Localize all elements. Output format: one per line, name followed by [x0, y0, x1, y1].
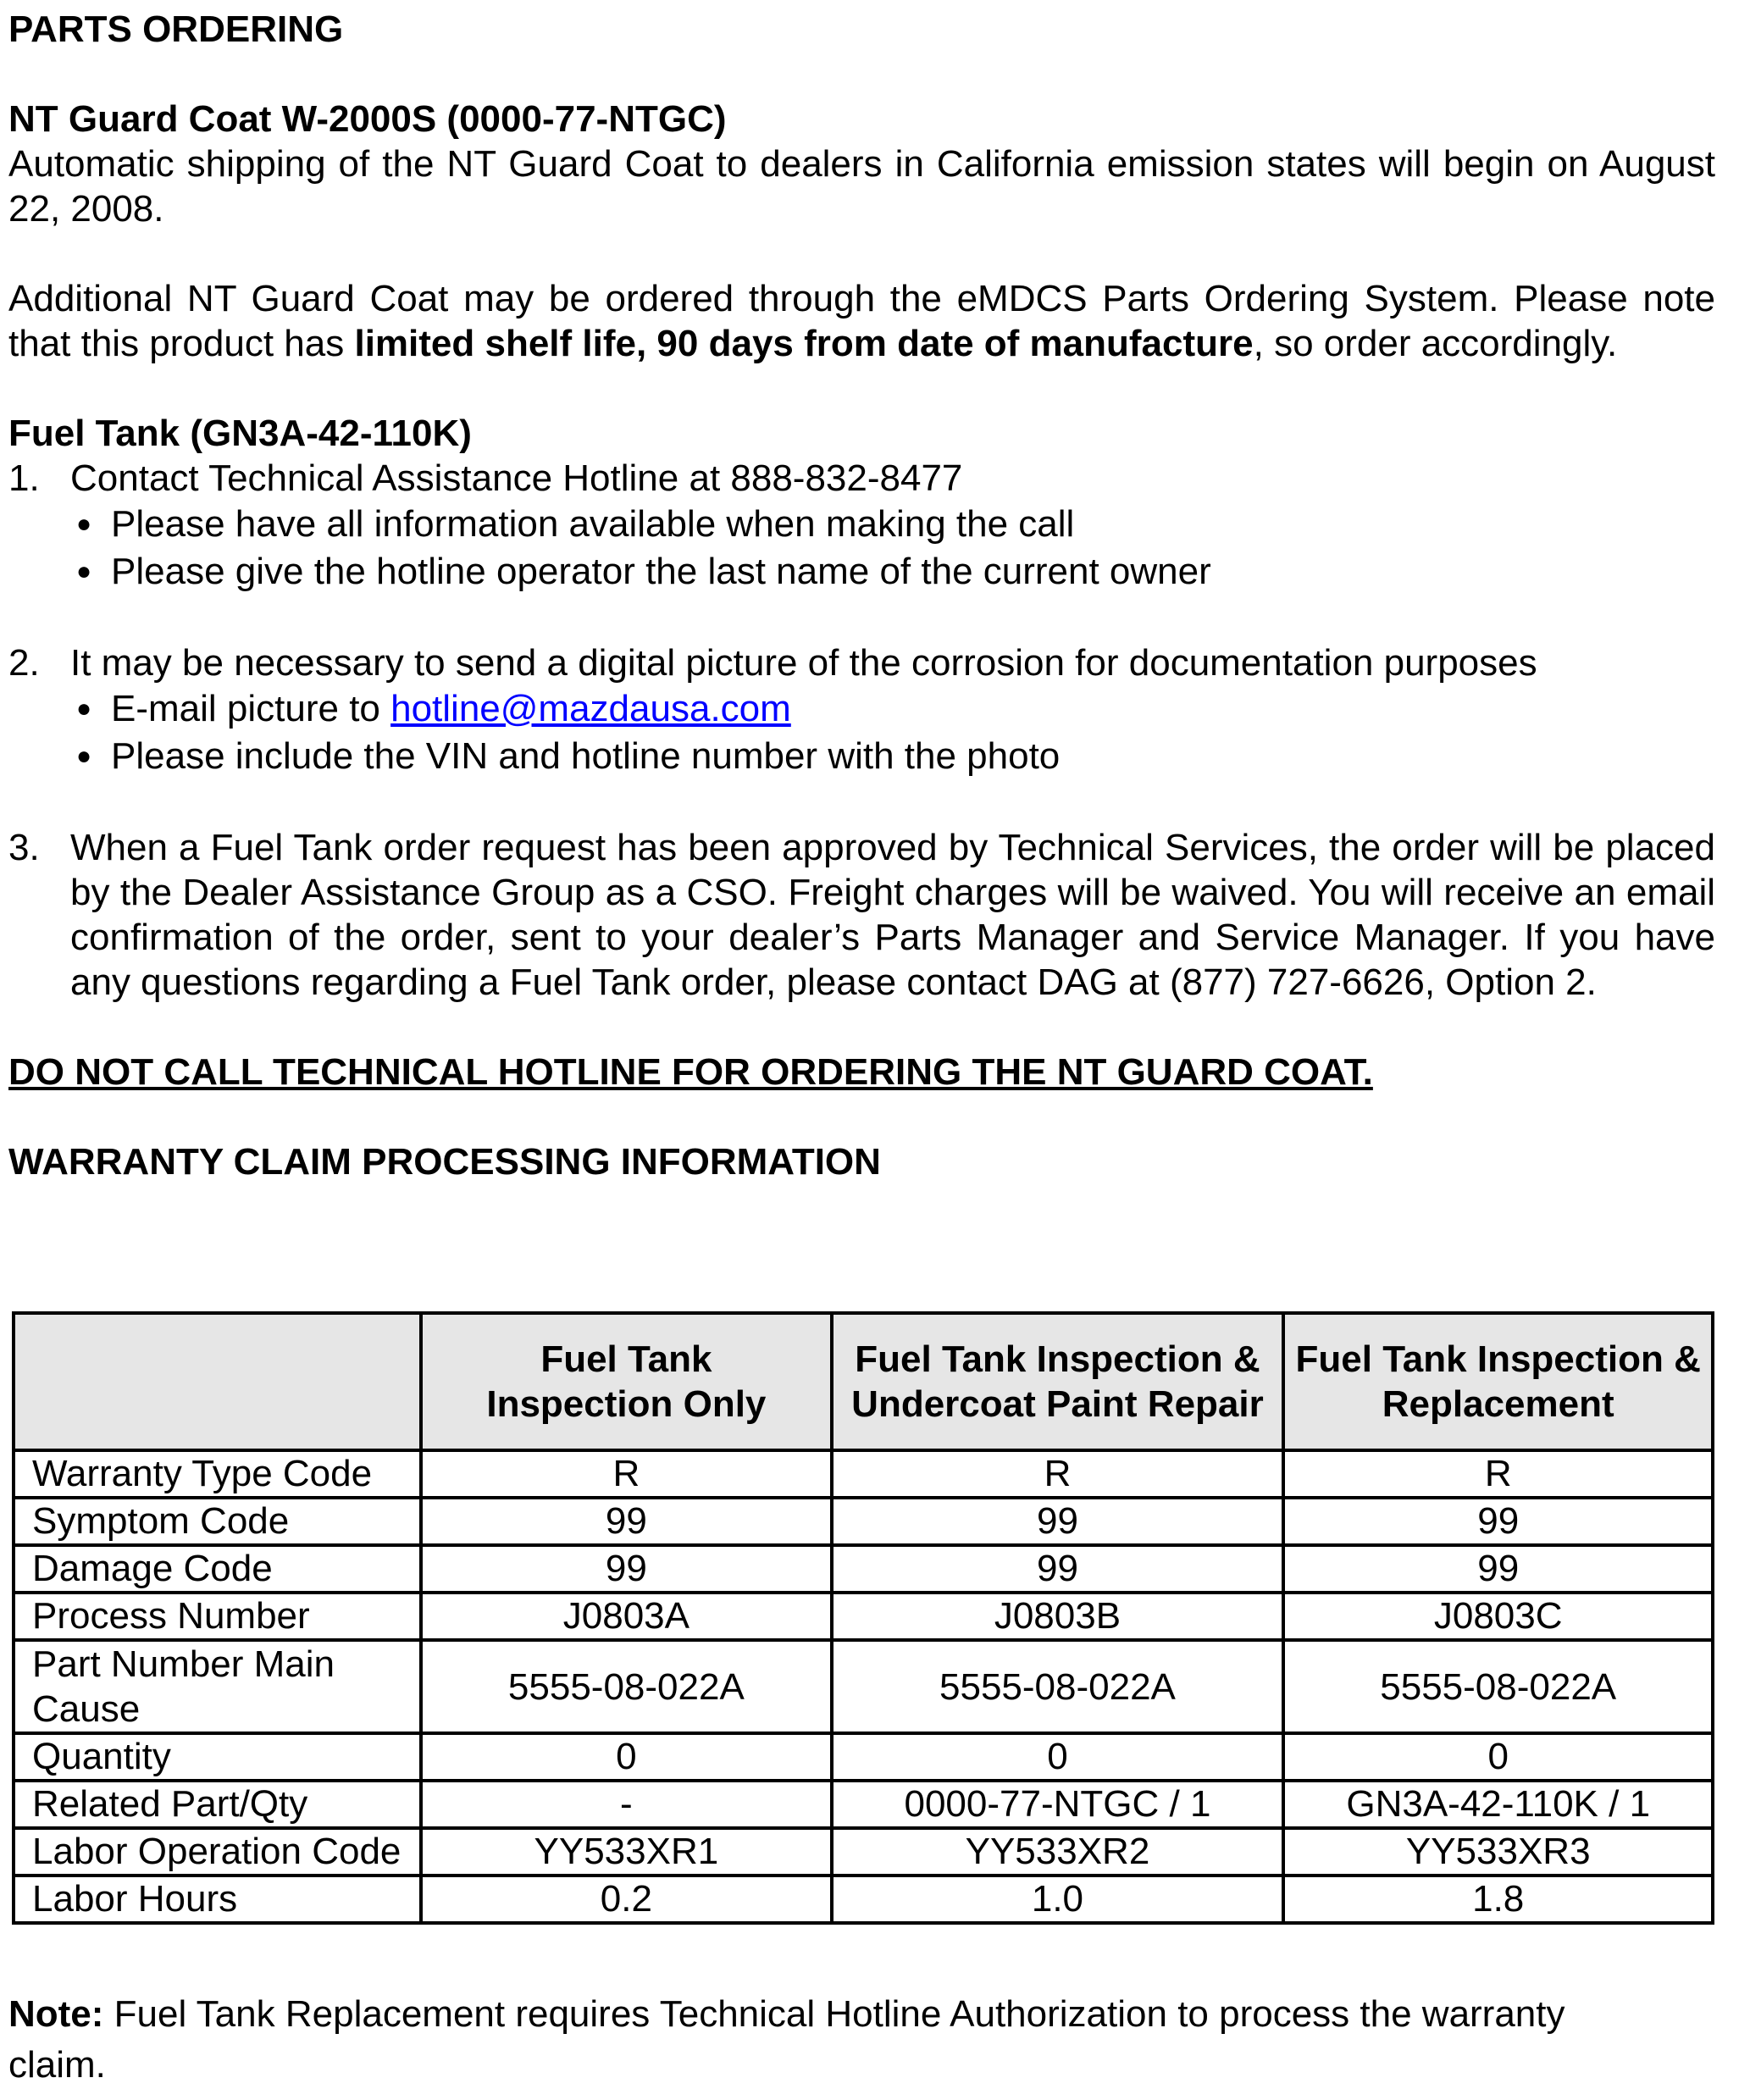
- table-header-row: [14, 1313, 1713, 1450]
- hotline-warning: DO NOT CALL TECHNICAL HOTLINE FOR ORDERING THE NT GUARD COAT.: [8, 1051, 1373, 1093]
- step-2: 2. It may be necessary to send a digital picture of the corrosion for documentation purposes: [8, 642, 1537, 684]
- table-row: Part Number Main Cause 5555-08-022A 5555-08-022A 5555-08-022A: [14, 1640, 1713, 1733]
- bullet-icon: ●: [76, 695, 92, 723]
- table-header-cell: Fuel Tank Inspection Only: [421, 1313, 831, 1450]
- table-row: Quantity 0 0 0: [14, 1733, 1713, 1781]
- step-1: 1. Contact Technical Assistance Hotline at 888-832-8477: [8, 457, 963, 499]
- list-item: ● Please have all information available when making the call: [8, 501, 1715, 548]
- table-row: Related Part/Qty - 0000-77-NTGC / 1 GN3A-42-110K / 1: [14, 1781, 1713, 1828]
- table-row: Labor Hours 0.2 1.0 1.8: [14, 1876, 1713, 1923]
- note-label: Note:: [8, 1993, 104, 2035]
- bullet-icon: ●: [76, 742, 92, 770]
- table-header-cell: Fuel Tank Inspection & Undercoat Paint Repair: [832, 1313, 1284, 1450]
- list-item: ● Please give the hotline operator the last name of the current owner: [8, 548, 1715, 596]
- step-3: 3. When a Fuel Tank order request has been approved by Technical Services, the order will be placed by the Dealer Assistance Group as a CSO. Freight charges will be waived. You will receive an email confirmation of the order, sent to your dealer’s Parts Manager and Service Manager. If you have any questions regarding a Fuel Tank order, please contact DAG at (877) 727-6626, Option 2.: [8, 827, 1715, 1003]
- shelf-life-emphasis: limited shelf life, 90 days from date of manufacture: [354, 323, 1254, 364]
- table-row: Damage Code 99 99 99: [14, 1545, 1713, 1593]
- page-title: PARTS ORDERING: [8, 8, 344, 50]
- bullet-icon: ●: [76, 510, 92, 538]
- document-body: [8, 7, 1715, 1184]
- note-paragraph: Note: Fuel Tank Replacement requires Technical Hotline Authorization to process the warranty claim.: [8, 1993, 1565, 2086]
- table-row: Warranty Type Code R R R: [14, 1450, 1713, 1498]
- fuel-tank-heading: Fuel Tank (GN3A-42-110K): [8, 413, 472, 454]
- bullet-icon: ●: [76, 557, 92, 585]
- ntguard-paragraph-1: Automatic shipping of the NT Guard Coat to dealers in California emission states will begin on August 22, 2008.: [8, 143, 1715, 230]
- hotline-email-link[interactable]: hotline@mazdausa.com: [390, 688, 791, 729]
- table-row: Symptom Code 99 99 99: [14, 1498, 1713, 1545]
- list-item: ● E-mail picture to hotline@mazdausa.com: [8, 685, 1715, 733]
- warranty-heading: WARRANTY CLAIM PROCESSING INFORMATION: [8, 1141, 881, 1183]
- list-item: ● Please include the VIN and hotline number with the photo: [8, 733, 1715, 780]
- table-row: Process Number J0803A J0803B J0803C: [14, 1593, 1713, 1640]
- ntguard-heading: NT Guard Coat W-2000S (0000-77-NTGC): [8, 98, 727, 140]
- table-header-cell: [14, 1313, 421, 1450]
- ntguard-paragraph-2: Additional NT Guard Coat may be ordered through the eMDCS Parts Ordering System. Please note that this product has limited shelf life, 90 days from date of manufacture, so order accordingly.: [8, 278, 1715, 364]
- table-header-cell: Fuel Tank Inspection & Replacement: [1283, 1313, 1713, 1450]
- warranty-table: [12, 1311, 1714, 1925]
- table-row: Labor Operation Code YY533XR1 YY533XR2 YY533XR3: [14, 1828, 1713, 1876]
